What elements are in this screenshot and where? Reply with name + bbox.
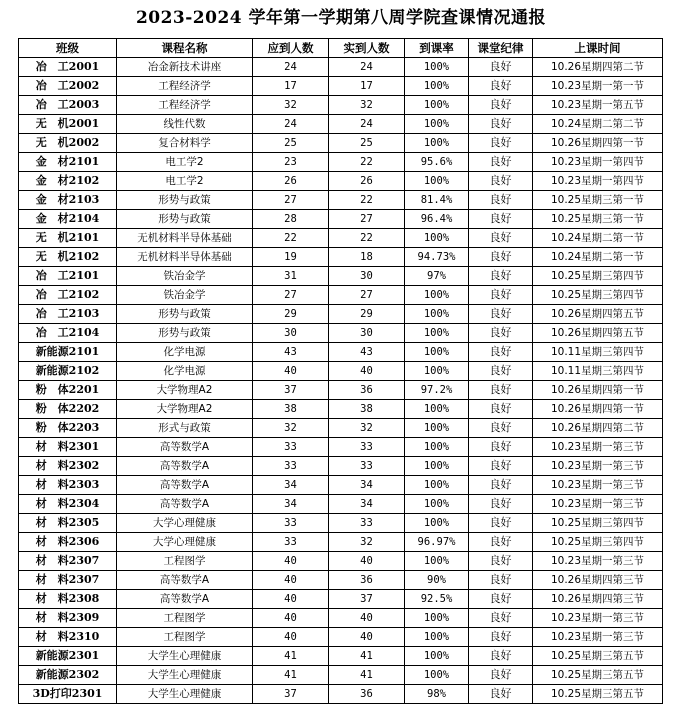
time-cell: 10.23星期一第五节	[533, 96, 663, 115]
table-row	[19, 229, 663, 248]
expected-cell: 33	[253, 457, 329, 476]
actual-cell: 22	[329, 229, 405, 248]
expected-cell: 30	[253, 324, 329, 343]
course-cell: 高等数学A	[117, 476, 253, 495]
table-row	[19, 400, 663, 419]
class-cell: 新能源2302	[19, 666, 117, 685]
class-cell: 金 材2102	[19, 172, 117, 191]
course-cell: 大学生心理健康	[117, 666, 253, 685]
class-cell: 金 材2104	[19, 210, 117, 229]
discipline-cell: 良好	[469, 495, 533, 514]
class-cell: 无 机2001	[19, 115, 117, 134]
table-row	[19, 495, 663, 514]
class-cell: 材 料2309	[19, 609, 117, 628]
discipline-cell: 良好	[469, 609, 533, 628]
discipline-cell: 良好	[469, 305, 533, 324]
class-cell: 冶 工2104	[19, 324, 117, 343]
actual-cell: 27	[329, 286, 405, 305]
discipline-cell: 良好	[469, 552, 533, 571]
time-cell: 10.23星期一第三节	[533, 495, 663, 514]
expected-cell: 40	[253, 552, 329, 571]
actual-cell: 40	[329, 362, 405, 381]
course-cell: 电工学2	[117, 153, 253, 172]
expected-cell: 33	[253, 533, 329, 552]
discipline-cell: 良好	[469, 229, 533, 248]
class-cell: 冶 工2001	[19, 58, 117, 77]
expected-cell: 27	[253, 191, 329, 210]
class-cell: 粉 体2201	[19, 381, 117, 400]
class-cell: 3D打印2301	[19, 685, 117, 704]
table-row	[19, 628, 663, 647]
time-cell: 10.26星期四第五节	[533, 324, 663, 343]
rate-cell: 92.5%	[405, 590, 469, 609]
actual-cell: 40	[329, 628, 405, 647]
course-cell: 工程经济学	[117, 96, 253, 115]
discipline-cell: 良好	[469, 419, 533, 438]
time-cell: 10.23星期一第三节	[533, 609, 663, 628]
time-cell: 10.23星期一第一节	[533, 77, 663, 96]
time-cell: 10.26星期四第一节	[533, 381, 663, 400]
time-cell: 10.26星期四第二节	[533, 58, 663, 77]
course-cell: 形势与政策	[117, 210, 253, 229]
expected-cell: 41	[253, 666, 329, 685]
actual-cell: 24	[329, 115, 405, 134]
actual-cell: 40	[329, 552, 405, 571]
expected-cell: 37	[253, 381, 329, 400]
course-cell: 复合材料学	[117, 134, 253, 153]
discipline-cell: 良好	[469, 77, 533, 96]
actual-cell: 33	[329, 457, 405, 476]
header-discipline: 课堂纪律	[469, 39, 533, 58]
header-rate: 到课率	[405, 39, 469, 58]
actual-cell: 22	[329, 153, 405, 172]
time-cell: 10.26星期四第五节	[533, 305, 663, 324]
class-cell: 新能源2102	[19, 362, 117, 381]
course-cell: 线性代数	[117, 115, 253, 134]
class-cell: 金 材2103	[19, 191, 117, 210]
expected-cell: 33	[253, 438, 329, 457]
time-cell: 10.23星期一第三节	[533, 628, 663, 647]
expected-cell: 40	[253, 571, 329, 590]
expected-cell: 24	[253, 58, 329, 77]
class-cell: 无 机2002	[19, 134, 117, 153]
expected-cell: 28	[253, 210, 329, 229]
table-row	[19, 438, 663, 457]
rate-cell: 100%	[405, 96, 469, 115]
time-cell: 10.25星期三第一节	[533, 191, 663, 210]
table-row	[19, 362, 663, 381]
header-actual: 实到人数	[329, 39, 405, 58]
expected-cell: 40	[253, 362, 329, 381]
course-cell: 大学心理健康	[117, 514, 253, 533]
time-cell: 10.11星期三第四节	[533, 343, 663, 362]
class-cell: 材 料2302	[19, 457, 117, 476]
rate-cell: 100%	[405, 172, 469, 191]
expected-cell: 34	[253, 476, 329, 495]
course-cell: 工程图学	[117, 552, 253, 571]
class-cell: 冶 工2003	[19, 96, 117, 115]
class-cell: 新能源2101	[19, 343, 117, 362]
actual-cell: 32	[329, 419, 405, 438]
rate-cell: 100%	[405, 362, 469, 381]
table-row	[19, 590, 663, 609]
class-cell: 无 机2102	[19, 248, 117, 267]
table-row	[19, 457, 663, 476]
discipline-cell: 良好	[469, 628, 533, 647]
expected-cell: 17	[253, 77, 329, 96]
rate-cell: 94.73%	[405, 248, 469, 267]
actual-cell: 25	[329, 134, 405, 153]
expected-cell: 40	[253, 590, 329, 609]
class-cell: 材 料2308	[19, 590, 117, 609]
class-cell: 材 料2307	[19, 552, 117, 571]
expected-cell: 32	[253, 96, 329, 115]
course-cell: 电工学2	[117, 172, 253, 191]
course-cell: 化学电源	[117, 362, 253, 381]
rate-cell: 100%	[405, 438, 469, 457]
class-cell: 材 料2303	[19, 476, 117, 495]
table-row	[19, 305, 663, 324]
actual-cell: 32	[329, 96, 405, 115]
class-cell: 粉 体2203	[19, 419, 117, 438]
expected-cell: 31	[253, 267, 329, 286]
discipline-cell: 良好	[469, 571, 533, 590]
course-cell: 形势与政策	[117, 191, 253, 210]
table-row	[19, 58, 663, 77]
rate-cell: 96.4%	[405, 210, 469, 229]
actual-cell: 41	[329, 647, 405, 666]
course-cell: 无机材料半导体基础	[117, 248, 253, 267]
expected-cell: 29	[253, 305, 329, 324]
table-row	[19, 324, 663, 343]
page-title: 2023-2024 学年第一学期第八周学院查课情况通报	[135, 8, 547, 28]
course-cell: 形式与政策	[117, 419, 253, 438]
table-row	[19, 286, 663, 305]
class-cell: 冶 工2101	[19, 267, 117, 286]
rate-cell: 100%	[405, 343, 469, 362]
discipline-cell: 良好	[469, 476, 533, 495]
expected-cell: 27	[253, 286, 329, 305]
time-cell: 10.23星期一第四节	[533, 153, 663, 172]
rate-cell: 98%	[405, 685, 469, 704]
discipline-cell: 良好	[469, 438, 533, 457]
actual-cell: 37	[329, 590, 405, 609]
course-cell: 工程图学	[117, 628, 253, 647]
table-row	[19, 153, 663, 172]
discipline-cell: 良好	[469, 666, 533, 685]
header-row	[19, 39, 663, 58]
actual-cell: 29	[329, 305, 405, 324]
discipline-cell: 良好	[469, 514, 533, 533]
expected-cell: 40	[253, 609, 329, 628]
rate-cell: 100%	[405, 134, 469, 153]
time-cell: 10.23星期一第三节	[533, 552, 663, 571]
table-row	[19, 609, 663, 628]
expected-cell: 40	[253, 628, 329, 647]
rate-cell: 100%	[405, 77, 469, 96]
course-cell: 工程图学	[117, 609, 253, 628]
table-row	[19, 666, 663, 685]
expected-cell: 19	[253, 248, 329, 267]
actual-cell: 41	[329, 666, 405, 685]
actual-cell: 36	[329, 381, 405, 400]
expected-cell: 34	[253, 495, 329, 514]
rate-cell: 100%	[405, 115, 469, 134]
time-cell: 10.24星期二第一节	[533, 229, 663, 248]
table-row	[19, 533, 663, 552]
rate-cell: 100%	[405, 58, 469, 77]
time-cell: 10.23星期一第三节	[533, 457, 663, 476]
table-row	[19, 210, 663, 229]
actual-cell: 43	[329, 343, 405, 362]
expected-cell: 38	[253, 400, 329, 419]
header-time: 上课时间	[533, 39, 663, 58]
course-cell: 工程经济学	[117, 77, 253, 96]
rate-cell: 100%	[405, 286, 469, 305]
time-cell: 10.24星期二第二节	[533, 115, 663, 134]
actual-cell: 32	[329, 533, 405, 552]
time-cell: 10.23星期一第三节	[533, 438, 663, 457]
class-cell: 材 料2301	[19, 438, 117, 457]
rate-cell: 100%	[405, 666, 469, 685]
expected-cell: 25	[253, 134, 329, 153]
rate-cell: 81.4%	[405, 191, 469, 210]
course-cell: 大学物理A2	[117, 400, 253, 419]
header-course: 课程名称	[117, 39, 253, 58]
expected-cell: 43	[253, 343, 329, 362]
actual-cell: 30	[329, 267, 405, 286]
course-cell: 形势与政策	[117, 305, 253, 324]
actual-cell: 17	[329, 77, 405, 96]
course-cell: 无机材料半导体基础	[117, 229, 253, 248]
expected-cell: 37	[253, 685, 329, 704]
class-cell: 冶 工2102	[19, 286, 117, 305]
table-row	[19, 134, 663, 153]
time-cell: 10.26星期四第一节	[533, 134, 663, 153]
class-cell: 材 料2310	[19, 628, 117, 647]
course-cell: 大学生心理健康	[117, 685, 253, 704]
discipline-cell: 良好	[469, 647, 533, 666]
rate-cell: 90%	[405, 571, 469, 590]
discipline-cell: 良好	[469, 590, 533, 609]
class-cell: 粉 体2202	[19, 400, 117, 419]
time-cell: 10.25星期三第四节	[533, 533, 663, 552]
expected-cell: 24	[253, 115, 329, 134]
discipline-cell: 良好	[469, 172, 533, 191]
course-cell: 铁冶金学	[117, 286, 253, 305]
time-cell: 10.26星期四第三节	[533, 571, 663, 590]
discipline-cell: 良好	[469, 210, 533, 229]
actual-cell: 18	[329, 248, 405, 267]
discipline-cell: 良好	[469, 153, 533, 172]
table-body	[19, 58, 663, 704]
table-row	[19, 647, 663, 666]
discipline-cell: 良好	[469, 134, 533, 153]
actual-cell: 36	[329, 685, 405, 704]
discipline-cell: 良好	[469, 286, 533, 305]
discipline-cell: 良好	[469, 248, 533, 267]
time-cell: 10.26星期四第一节	[533, 400, 663, 419]
table-row	[19, 172, 663, 191]
course-cell: 化学电源	[117, 343, 253, 362]
discipline-cell: 良好	[469, 381, 533, 400]
table-row	[19, 685, 663, 704]
table-row	[19, 343, 663, 362]
rate-cell: 100%	[405, 495, 469, 514]
time-cell: 10.25星期三第四节	[533, 267, 663, 286]
discipline-cell: 良好	[469, 533, 533, 552]
actual-cell: 27	[329, 210, 405, 229]
table-row	[19, 514, 663, 533]
discipline-cell: 良好	[469, 400, 533, 419]
expected-cell: 22	[253, 229, 329, 248]
rate-cell: 100%	[405, 305, 469, 324]
class-cell: 材 料2304	[19, 495, 117, 514]
class-cell: 金 材2101	[19, 153, 117, 172]
table-row	[19, 419, 663, 438]
course-cell: 高等数学A	[117, 457, 253, 476]
discipline-cell: 良好	[469, 58, 533, 77]
table-row	[19, 381, 663, 400]
rate-cell: 100%	[405, 647, 469, 666]
table-row	[19, 571, 663, 590]
course-cell: 铁冶金学	[117, 267, 253, 286]
class-cell: 冶 工2103	[19, 305, 117, 324]
discipline-cell: 良好	[469, 267, 533, 286]
rate-cell: 100%	[405, 400, 469, 419]
discipline-cell: 良好	[469, 115, 533, 134]
table-row	[19, 115, 663, 134]
course-cell: 高等数学A	[117, 495, 253, 514]
time-cell: 10.26星期四第三节	[533, 590, 663, 609]
time-cell: 10.25星期三第四节	[533, 514, 663, 533]
table-row	[19, 77, 663, 96]
discipline-cell: 良好	[469, 685, 533, 704]
actual-cell: 36	[329, 571, 405, 590]
actual-cell: 34	[329, 476, 405, 495]
course-cell: 冶金新技术讲座	[117, 58, 253, 77]
rate-cell: 100%	[405, 552, 469, 571]
rate-cell: 100%	[405, 419, 469, 438]
class-cell: 无 机2101	[19, 229, 117, 248]
course-cell: 大学生心理健康	[117, 647, 253, 666]
actual-cell: 40	[329, 609, 405, 628]
rate-cell: 97%	[405, 267, 469, 286]
actual-cell: 22	[329, 191, 405, 210]
actual-cell: 33	[329, 514, 405, 533]
rate-cell: 100%	[405, 324, 469, 343]
discipline-cell: 良好	[469, 96, 533, 115]
table-row	[19, 191, 663, 210]
rate-cell: 97.2%	[405, 381, 469, 400]
discipline-cell: 良好	[469, 457, 533, 476]
time-cell: 10.25星期三第五节	[533, 685, 663, 704]
course-cell: 大学心理健康	[117, 533, 253, 552]
header-expected: 应到人数	[253, 39, 329, 58]
table-row	[19, 96, 663, 115]
course-cell: 高等数学A	[117, 571, 253, 590]
class-cell: 材 料2305	[19, 514, 117, 533]
class-cell: 材 料2307	[19, 571, 117, 590]
rate-cell: 100%	[405, 609, 469, 628]
actual-cell: 24	[329, 58, 405, 77]
time-cell: 10.23星期一第三节	[533, 476, 663, 495]
time-cell: 10.24星期二第一节	[533, 248, 663, 267]
course-cell: 高等数学A	[117, 438, 253, 457]
table-row	[19, 248, 663, 267]
rate-cell: 100%	[405, 628, 469, 647]
actual-cell: 30	[329, 324, 405, 343]
rate-cell: 96.97%	[405, 533, 469, 552]
table-row	[19, 552, 663, 571]
actual-cell: 38	[329, 400, 405, 419]
class-cell: 冶 工2002	[19, 77, 117, 96]
header-class: 班级	[19, 39, 117, 58]
time-cell: 10.25星期三第四节	[533, 286, 663, 305]
expected-cell: 32	[253, 419, 329, 438]
table-row	[19, 476, 663, 495]
discipline-cell: 良好	[469, 343, 533, 362]
table-row	[19, 267, 663, 286]
actual-cell: 33	[329, 438, 405, 457]
course-cell: 大学物理A2	[117, 381, 253, 400]
time-cell: 10.11星期三第四节	[533, 362, 663, 381]
rate-cell: 100%	[405, 457, 469, 476]
expected-cell: 41	[253, 647, 329, 666]
class-cell: 新能源2301	[19, 647, 117, 666]
class-cell: 材 料2306	[19, 533, 117, 552]
discipline-cell: 良好	[469, 191, 533, 210]
course-cell: 形势与政策	[117, 324, 253, 343]
expected-cell: 33	[253, 514, 329, 533]
time-cell: 10.25星期三第五节	[533, 647, 663, 666]
discipline-cell: 良好	[469, 324, 533, 343]
rate-cell: 100%	[405, 514, 469, 533]
rate-cell: 95.6%	[405, 153, 469, 172]
expected-cell: 23	[253, 153, 329, 172]
attendance-table	[18, 38, 663, 704]
time-cell: 10.25星期三第五节	[533, 666, 663, 685]
expected-cell: 26	[253, 172, 329, 191]
actual-cell: 34	[329, 495, 405, 514]
discipline-cell: 良好	[469, 362, 533, 381]
rate-cell: 100%	[405, 229, 469, 248]
actual-cell: 26	[329, 172, 405, 191]
time-cell: 10.26星期四第二节	[533, 419, 663, 438]
rate-cell: 100%	[405, 476, 469, 495]
time-cell: 10.23星期一第四节	[533, 172, 663, 191]
time-cell: 10.25星期三第一节	[533, 210, 663, 229]
course-cell: 高等数学A	[117, 590, 253, 609]
